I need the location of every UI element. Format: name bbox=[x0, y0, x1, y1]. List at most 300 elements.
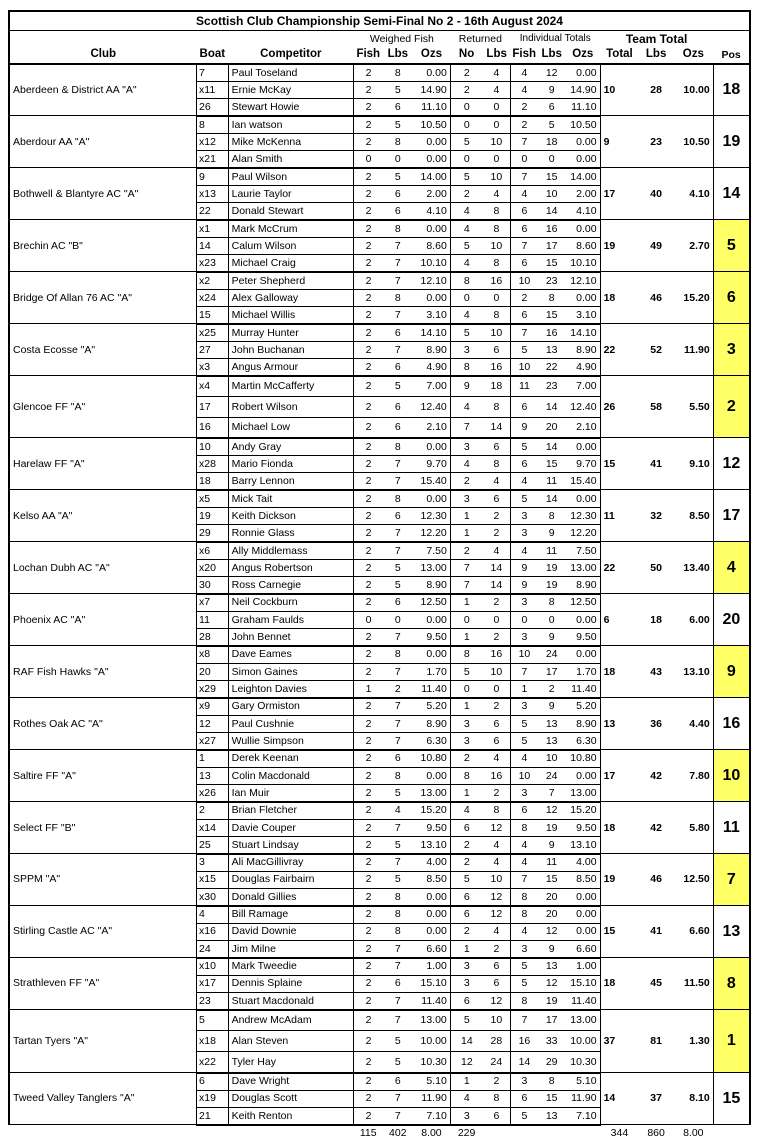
returned-lbs: 24 bbox=[483, 1052, 511, 1073]
returned-no: 3 bbox=[450, 341, 483, 358]
weighed-lbs: 5 bbox=[383, 376, 413, 397]
weighed-fish: 2 bbox=[353, 507, 383, 524]
individual-ozs: 7.00 bbox=[565, 376, 600, 397]
returned-lbs: 2 bbox=[483, 594, 511, 611]
team-ozs: 4.40 bbox=[673, 698, 713, 750]
returned-no-header: No bbox=[450, 47, 483, 64]
team-total-col-header: Total bbox=[600, 47, 639, 64]
returned-no: 9 bbox=[450, 376, 483, 397]
returned-no: 2 bbox=[450, 923, 483, 940]
weighed-fish: 2 bbox=[353, 715, 383, 732]
weighed-fish: 2 bbox=[353, 732, 383, 749]
returned-no: 1 bbox=[450, 507, 483, 524]
returned-no: 3 bbox=[450, 490, 483, 507]
boat-number: x26 bbox=[197, 784, 229, 801]
weighed-lbs: 5 bbox=[383, 1052, 413, 1073]
individual-fish: 3 bbox=[510, 1073, 538, 1090]
weighed-lbs: 8 bbox=[383, 289, 413, 306]
individual-ozs: 4.90 bbox=[565, 359, 600, 376]
competitor-name: Michael Willis bbox=[228, 307, 353, 324]
individual-ozs: 0.00 bbox=[565, 151, 600, 168]
club-name: Select FF "B" bbox=[9, 802, 197, 854]
weighed-fish: 2 bbox=[353, 417, 383, 438]
returned-no: 0 bbox=[450, 99, 483, 116]
weighed-lbs: 8 bbox=[383, 923, 413, 940]
individual-fish: 7 bbox=[510, 168, 538, 185]
individual-ozs: 8.90 bbox=[565, 577, 600, 594]
individual-fish: 5 bbox=[510, 975, 538, 992]
team-lbs: 42 bbox=[639, 750, 674, 802]
competitor-name: Barry Lennon bbox=[228, 473, 353, 490]
individual-lbs: 12 bbox=[538, 975, 566, 992]
competitor-name: Jim Milne bbox=[228, 940, 353, 957]
weighed-fish: 2 bbox=[353, 958, 383, 975]
individual-fish: 6 bbox=[510, 1090, 538, 1107]
competitor-name: Dave Eames bbox=[228, 646, 353, 663]
individual-ozs: 9.50 bbox=[565, 628, 600, 645]
club-name: SPPM "A" bbox=[9, 854, 197, 906]
boat-number: x13 bbox=[197, 185, 229, 202]
returned-no: 7 bbox=[450, 577, 483, 594]
weighed-ozs: 0.00 bbox=[413, 438, 451, 455]
individual-ozs: 0.00 bbox=[565, 906, 600, 923]
weighed-ozs: 0.00 bbox=[413, 767, 451, 784]
position-cell: 19 bbox=[713, 116, 750, 168]
weighed-lbs: 8 bbox=[383, 133, 413, 150]
boat-number: 25 bbox=[197, 836, 229, 853]
weighed-fish: 2 bbox=[353, 525, 383, 542]
weighed-fish: 2 bbox=[353, 646, 383, 663]
grand-team-lbs: 860 bbox=[647, 1127, 665, 1140]
returned-no: 0 bbox=[450, 116, 483, 133]
weighed-fish: 2 bbox=[353, 307, 383, 324]
boat-number: x24 bbox=[197, 289, 229, 306]
individual-lbs: 15 bbox=[538, 307, 566, 324]
returned-lbs: 4 bbox=[483, 542, 511, 559]
boat-number: x17 bbox=[197, 975, 229, 992]
returned-no: 5 bbox=[450, 1010, 483, 1031]
returned-lbs: 4 bbox=[483, 81, 511, 98]
individual-fish: 7 bbox=[510, 133, 538, 150]
team-lbs: 41 bbox=[639, 906, 674, 958]
competitor-name: Mick Tait bbox=[228, 490, 353, 507]
weighed-ozs: 9.50 bbox=[413, 628, 451, 645]
table-row bbox=[9, 168, 750, 185]
individual-lbs: 15 bbox=[538, 871, 566, 888]
team-lbs: 45 bbox=[639, 958, 674, 1010]
returned-lbs: 0 bbox=[483, 289, 511, 306]
team-total: 9 bbox=[600, 116, 639, 168]
team-ozs: 1.30 bbox=[673, 1010, 713, 1073]
individual-fish: 3 bbox=[510, 784, 538, 801]
individual-lbs: 10 bbox=[538, 185, 566, 202]
individual-lbs: 23 bbox=[538, 376, 566, 397]
boat-number: 2 bbox=[197, 802, 229, 819]
returned-no: 2 bbox=[450, 542, 483, 559]
individual-lbs: 8 bbox=[538, 507, 566, 524]
weighed-lbs: 8 bbox=[383, 490, 413, 507]
weighed-fish: 2 bbox=[353, 854, 383, 871]
weighed-ozs: 13.00 bbox=[413, 559, 451, 576]
returned-lbs: 28 bbox=[483, 1031, 511, 1052]
weighed-lbs: 8 bbox=[383, 64, 413, 81]
returned-lbs: 0 bbox=[483, 611, 511, 628]
individual-ozs: 0.00 bbox=[565, 611, 600, 628]
weighed-lbs: 7 bbox=[383, 1107, 413, 1124]
individual-lbs: 22 bbox=[538, 359, 566, 376]
weighed-lbs: 5 bbox=[383, 784, 413, 801]
boat-number: 12 bbox=[197, 715, 229, 732]
weighed-ozs: 8.60 bbox=[413, 237, 451, 254]
club-name: Saltire FF "A" bbox=[9, 750, 197, 802]
weighed-ozs: 7.00 bbox=[413, 376, 451, 397]
individual-lbs: 29 bbox=[538, 1052, 566, 1073]
individual-fish: 3 bbox=[510, 940, 538, 957]
boat-number: 5 bbox=[197, 1010, 229, 1031]
weighed-fish: 2 bbox=[353, 220, 383, 237]
individual-lbs: 17 bbox=[538, 1010, 566, 1031]
returned-lbs: 6 bbox=[483, 715, 511, 732]
weighed-ozs: 4.10 bbox=[413, 203, 451, 220]
weighed-ozs: 12.20 bbox=[413, 525, 451, 542]
returned-lbs: 8 bbox=[483, 220, 511, 237]
individual-fish: 4 bbox=[510, 81, 538, 98]
returned-lbs: 4 bbox=[483, 185, 511, 202]
returned-lbs: 8 bbox=[483, 802, 511, 819]
position-cell: 15 bbox=[713, 1073, 750, 1125]
club-name: Tartan Tyers "A" bbox=[9, 1010, 197, 1073]
weighed-ozs: 6.30 bbox=[413, 732, 451, 749]
boat-number: 8 bbox=[197, 116, 229, 133]
individual-ozs: 2.00 bbox=[565, 185, 600, 202]
individual-lbs: 8 bbox=[538, 1073, 566, 1090]
returned-no: 3 bbox=[450, 715, 483, 732]
boat-number: x30 bbox=[197, 888, 229, 905]
weighed-ozs: 15.20 bbox=[413, 802, 451, 819]
returned-lbs: 2 bbox=[483, 525, 511, 542]
competitor-name: Mike McKenna bbox=[228, 133, 353, 150]
individual-ozs: 12.50 bbox=[565, 594, 600, 611]
individual-ozs: 4.00 bbox=[565, 854, 600, 871]
weighed-fish: 2 bbox=[353, 906, 383, 923]
returned-lbs: 10 bbox=[483, 168, 511, 185]
results-sheet bbox=[8, 10, 751, 1142]
returned-no: 2 bbox=[450, 64, 483, 81]
position-cell: 8 bbox=[713, 958, 750, 1010]
returned-no: 2 bbox=[450, 185, 483, 202]
team-ozs: 4.10 bbox=[673, 168, 713, 220]
grand-team-ozs: 8.00 bbox=[683, 1127, 704, 1140]
individual-ozs: 13.00 bbox=[565, 784, 600, 801]
individual-ozs: 7.50 bbox=[565, 542, 600, 559]
individual-ozs: 9.50 bbox=[565, 819, 600, 836]
weighed-lbs: 8 bbox=[383, 888, 413, 905]
boat-number: 17 bbox=[197, 397, 229, 418]
weighed-lbs: 0 bbox=[383, 151, 413, 168]
weighed-lbs: 0 bbox=[383, 611, 413, 628]
ind-fish-header: Fish bbox=[510, 47, 538, 64]
individual-ozs: 11.10 bbox=[565, 99, 600, 116]
competitor-name: Alan Steven bbox=[228, 1031, 353, 1052]
individual-lbs: 14 bbox=[538, 203, 566, 220]
weighed-lbs: 7 bbox=[383, 525, 413, 542]
weighed-fish: 2 bbox=[353, 455, 383, 472]
individual-fish: 0 bbox=[510, 611, 538, 628]
returned-lbs: 6 bbox=[483, 490, 511, 507]
individual-ozs: 8.60 bbox=[565, 237, 600, 254]
boat-number: x22 bbox=[197, 1052, 229, 1073]
competitor-name: Robert Wilson bbox=[228, 397, 353, 418]
returned-no: 4 bbox=[450, 455, 483, 472]
boat-number: x3 bbox=[197, 359, 229, 376]
individual-lbs: 0 bbox=[538, 611, 566, 628]
individual-fish: 9 bbox=[510, 417, 538, 438]
competitor-name: Alex Galloway bbox=[228, 289, 353, 306]
boat-number: x20 bbox=[197, 559, 229, 576]
boat-number: 24 bbox=[197, 940, 229, 957]
returned-lbs: 16 bbox=[483, 359, 511, 376]
weighed-ozs: 5.10 bbox=[413, 1073, 451, 1090]
team-ozs: 8.50 bbox=[673, 490, 713, 542]
individual-lbs: 12 bbox=[538, 802, 566, 819]
individual-fish: 8 bbox=[510, 906, 538, 923]
weighed-ozs: 0.00 bbox=[413, 906, 451, 923]
total-lbs: 402 bbox=[389, 1127, 407, 1140]
weighed-lbs: 5 bbox=[383, 168, 413, 185]
position-cell: 2 bbox=[713, 376, 750, 438]
weighed-fish: 2 bbox=[353, 628, 383, 645]
individual-fish: 7 bbox=[510, 871, 538, 888]
weighed-lbs: 7 bbox=[383, 1010, 413, 1031]
returned-no: 8 bbox=[450, 767, 483, 784]
team-total: 15 bbox=[600, 906, 639, 958]
returned-no: 4 bbox=[450, 220, 483, 237]
club-name: Strathleven FF "A" bbox=[9, 958, 197, 1010]
team-total: 18 bbox=[600, 802, 639, 854]
weighed-lbs: 7 bbox=[383, 237, 413, 254]
weighed-lbs: 6 bbox=[383, 99, 413, 116]
team-lbs: 46 bbox=[639, 854, 674, 906]
individual-fish: 2 bbox=[510, 116, 538, 133]
returned-no: 5 bbox=[450, 133, 483, 150]
weighed-ozs: 10.30 bbox=[413, 1052, 451, 1073]
weighed-ozs: 12.10 bbox=[413, 272, 451, 289]
weighed-fish: 2 bbox=[353, 1107, 383, 1124]
club-name: Kelso AA "A" bbox=[9, 490, 197, 542]
weighed-ozs: 0.00 bbox=[413, 64, 451, 81]
weighed-fish: 2 bbox=[353, 255, 383, 272]
competitor-name: Keith Dickson bbox=[228, 507, 353, 524]
boat-header: Boat bbox=[197, 47, 229, 64]
individual-lbs: 14 bbox=[538, 397, 566, 418]
individual-fish: 6 bbox=[510, 255, 538, 272]
weighed-ozs: 9.70 bbox=[413, 455, 451, 472]
team-total: 19 bbox=[600, 854, 639, 906]
position-cell: 18 bbox=[713, 64, 750, 116]
returned-no: 3 bbox=[450, 732, 483, 749]
team-lbs-header: Lbs bbox=[639, 47, 674, 64]
position-cell: 6 bbox=[713, 272, 750, 324]
table-row bbox=[9, 906, 750, 923]
weighed-lbs: 7 bbox=[383, 272, 413, 289]
competitor-name: Michael Low bbox=[228, 417, 353, 438]
competitor-name: Brian Fletcher bbox=[228, 802, 353, 819]
team-total: 22 bbox=[600, 324, 639, 376]
boat-number: 9 bbox=[197, 168, 229, 185]
boat-number: x2 bbox=[197, 272, 229, 289]
individual-ozs: 13.00 bbox=[565, 559, 600, 576]
team-total: 10 bbox=[600, 64, 639, 116]
returned-no: 4 bbox=[450, 203, 483, 220]
individual-lbs: 15 bbox=[538, 168, 566, 185]
competitor-name: Dave Wright bbox=[228, 1073, 353, 1090]
returned-no: 4 bbox=[450, 1090, 483, 1107]
team-lbs: 50 bbox=[639, 542, 674, 594]
weighed-ozs: 8.50 bbox=[413, 871, 451, 888]
competitor-name: Ali MacGillivray bbox=[228, 854, 353, 871]
competitor-name: John Buchanan bbox=[228, 341, 353, 358]
total-returned-no: 229 bbox=[457, 1127, 476, 1140]
returned-lbs: 0 bbox=[483, 116, 511, 133]
returned-no: 6 bbox=[450, 819, 483, 836]
individual-lbs: 13 bbox=[538, 958, 566, 975]
weighed-fish: 2 bbox=[353, 871, 383, 888]
weighed-ozs: 11.90 bbox=[413, 1090, 451, 1107]
sheet-title: Scottish Club Championship Semi-Final No 2 - 16th August 2024 bbox=[9, 11, 750, 31]
boat-number: 10 bbox=[197, 438, 229, 455]
returned-no: 7 bbox=[450, 559, 483, 576]
individual-lbs: 11 bbox=[538, 473, 566, 490]
weighed-fish: 2 bbox=[353, 1073, 383, 1090]
returned-no: 1 bbox=[450, 525, 483, 542]
weighed-fish: 2 bbox=[353, 64, 383, 81]
individual-ozs: 1.70 bbox=[565, 663, 600, 680]
competitor-name: Michael Craig bbox=[228, 255, 353, 272]
individual-fish: 10 bbox=[510, 646, 538, 663]
individual-lbs: 9 bbox=[538, 628, 566, 645]
table-row bbox=[9, 542, 750, 559]
individual-lbs: 20 bbox=[538, 417, 566, 438]
boat-number: x21 bbox=[197, 151, 229, 168]
weighed-lbs: 8 bbox=[383, 767, 413, 784]
returned-lbs: 10 bbox=[483, 324, 511, 341]
position-cell: 17 bbox=[713, 490, 750, 542]
individual-ozs: 15.40 bbox=[565, 473, 600, 490]
individual-fish: 5 bbox=[510, 438, 538, 455]
returned-no: 2 bbox=[450, 854, 483, 871]
team-total: 14 bbox=[600, 1073, 639, 1125]
weighed-fish: 2 bbox=[353, 116, 383, 133]
team-total-header: Team Total bbox=[625, 32, 688, 46]
returned-no: 2 bbox=[450, 473, 483, 490]
weighed-lbs: 6 bbox=[383, 1073, 413, 1090]
position-cell: 20 bbox=[713, 594, 750, 646]
boat-number: 19 bbox=[197, 507, 229, 524]
returned-no: 6 bbox=[450, 992, 483, 1009]
competitor-name: Derek Keenan bbox=[228, 750, 353, 767]
boat-number: x8 bbox=[197, 646, 229, 663]
weighed-ozs: 0.00 bbox=[413, 289, 451, 306]
boat-number: 22 bbox=[197, 203, 229, 220]
weighed-ozs: 0.00 bbox=[413, 611, 451, 628]
weighed-ozs: 2.00 bbox=[413, 185, 451, 202]
returned-no: 2 bbox=[450, 836, 483, 853]
individual-fish: 6 bbox=[510, 220, 538, 237]
returned-no: 3 bbox=[450, 975, 483, 992]
team-total: 17 bbox=[600, 168, 639, 220]
weighed-fish: 2 bbox=[353, 940, 383, 957]
individual-ozs: 0.00 bbox=[565, 220, 600, 237]
individual-fish: 4 bbox=[510, 854, 538, 871]
competitor-name: Leighton Davies bbox=[228, 680, 353, 697]
weighed-lbs: 7 bbox=[383, 255, 413, 272]
weighed-ozs: 0.00 bbox=[413, 133, 451, 150]
weighed-lbs: 6 bbox=[383, 359, 413, 376]
returned-lbs: 10 bbox=[483, 663, 511, 680]
returned-lbs: 18 bbox=[483, 376, 511, 397]
weighed-lbs: 5 bbox=[383, 81, 413, 98]
individual-lbs: 19 bbox=[538, 577, 566, 594]
individual-fish: 7 bbox=[510, 324, 538, 341]
club-name: Aberdour AA "A" bbox=[9, 116, 197, 168]
team-ozs: 11.50 bbox=[673, 958, 713, 1010]
individual-fish: 9 bbox=[510, 559, 538, 576]
boat-number: x16 bbox=[197, 923, 229, 940]
individual-fish: 3 bbox=[510, 594, 538, 611]
weighed-ozs: 3.10 bbox=[413, 307, 451, 324]
individual-lbs: 13 bbox=[538, 732, 566, 749]
returned-lbs: 16 bbox=[483, 646, 511, 663]
individual-ozs: 0.00 bbox=[565, 646, 600, 663]
competitor-name: Colin Macdonald bbox=[228, 767, 353, 784]
returned-lbs: 10 bbox=[483, 871, 511, 888]
individual-lbs: 9 bbox=[538, 836, 566, 853]
individual-fish: 3 bbox=[510, 628, 538, 645]
individual-ozs: 0.00 bbox=[565, 490, 600, 507]
individual-lbs: 24 bbox=[538, 767, 566, 784]
competitor-name: Stuart Macdonald bbox=[228, 992, 353, 1009]
ozs-header: Ozs bbox=[413, 47, 451, 64]
individual-ozs: 10.10 bbox=[565, 255, 600, 272]
boat-number: 16 bbox=[197, 417, 229, 438]
individual-ozs: 0.00 bbox=[565, 923, 600, 940]
competitor-name: David Downie bbox=[228, 923, 353, 940]
individual-lbs: 8 bbox=[538, 594, 566, 611]
weighed-fish: 2 bbox=[353, 594, 383, 611]
individual-lbs: 20 bbox=[538, 906, 566, 923]
weighed-lbs: 7 bbox=[383, 732, 413, 749]
weighed-fish: 0 bbox=[353, 151, 383, 168]
weighed-ozs: 14.00 bbox=[413, 168, 451, 185]
returned-header: Returned bbox=[458, 32, 502, 45]
weighed-fish: 2 bbox=[353, 324, 383, 341]
competitor-name: Andrew McAdam bbox=[228, 1010, 353, 1031]
individual-ozs: 11.40 bbox=[565, 680, 600, 697]
returned-no: 6 bbox=[450, 906, 483, 923]
individual-lbs: 15 bbox=[538, 255, 566, 272]
individual-lbs: 16 bbox=[538, 220, 566, 237]
boat-number: x5 bbox=[197, 490, 229, 507]
team-ozs: 6.00 bbox=[673, 594, 713, 646]
weighed-lbs: 7 bbox=[383, 341, 413, 358]
weighed-ozs: 8.90 bbox=[413, 715, 451, 732]
team-ozs: 5.80 bbox=[673, 802, 713, 854]
returned-lbs: 12 bbox=[483, 819, 511, 836]
returned-lbs: 2 bbox=[483, 507, 511, 524]
returned-no: 3 bbox=[450, 958, 483, 975]
table-row bbox=[9, 116, 750, 133]
club-name: Rothes Oak AC "A" bbox=[9, 698, 197, 750]
